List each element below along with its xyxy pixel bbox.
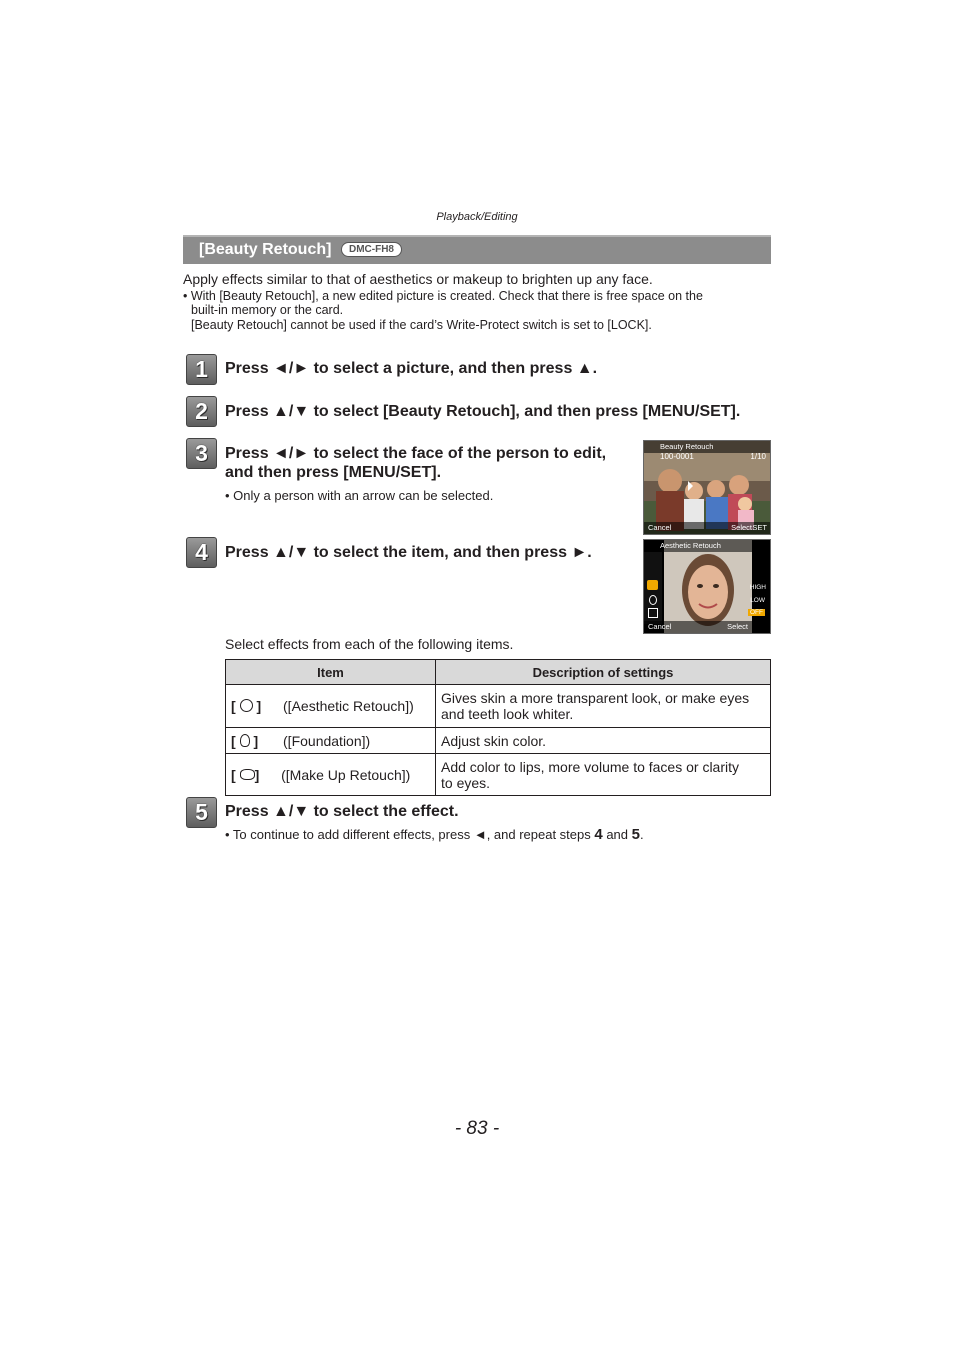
item-icon-column — [644, 552, 662, 624]
item-symbol: [ ] — [231, 698, 262, 714]
screen-title-bar — [644, 540, 770, 552]
makeup-icon — [240, 769, 255, 780]
makeup-icon — [648, 608, 658, 618]
intro-text: Apply effects similar to that of aesthetics or makeup to brighten up any face. — [183, 271, 653, 287]
section-header-label: Playback/Editing — [436, 211, 518, 223]
step-5-bullet: • To continue to add different effects, press ◄, and repeat steps 4 and 5. — [225, 826, 644, 843]
table-cell-item — [226, 754, 436, 796]
table-header-row — [226, 660, 771, 685]
page-number: - 83 - — [454, 1118, 500, 1139]
image-count: 1/10 — [750, 452, 766, 461]
description-line: Gives skin a more transparent look, or make eyes — [441, 690, 750, 706]
screen-bottom-bar — [644, 522, 770, 534]
step-number-4: 4 — [186, 537, 217, 568]
foundation-icon — [649, 595, 657, 605]
table-header-description: Description of settings — [436, 660, 771, 685]
camera-screen-beauty-retouch — [643, 440, 771, 535]
step-3-text-line2: and then press [MENU/SET]. — [225, 464, 442, 481]
table-row — [226, 685, 771, 728]
level-off: OFF — [750, 609, 763, 616]
foundation-icon — [240, 734, 250, 747]
table-cell-item — [226, 728, 436, 754]
note-line: [Beauty Retouch] cannot be used if the card’s Write-Protect switch is set to [LOCK]. — [191, 318, 652, 332]
screen-bottom-bar — [644, 621, 770, 633]
camera-screen-aesthetic-retouch — [643, 539, 771, 634]
table-row — [226, 754, 771, 796]
item-name: ([Foundation]) — [283, 732, 371, 749]
cancel-label: Cancel — [648, 523, 672, 532]
screen-title: Beauty Retouch — [660, 442, 714, 451]
item-name: ([Make Up Retouch]) — [281, 766, 411, 783]
step-1-text: Press ◄/► to select a picture, and then press ▲. — [225, 360, 598, 377]
table-cell-item — [226, 685, 436, 728]
item-symbol: [ ] — [231, 766, 260, 783]
step-5-text: Press ▲/▼ to select the effect. — [225, 803, 459, 820]
file-number: 100-0001 — [660, 452, 694, 461]
level-low: LOW — [750, 597, 765, 604]
step-3-bullet: • Only a person with an arrow can be selected. — [225, 488, 494, 503]
description-line: and teeth look whiter. — [441, 706, 574, 722]
description-line: to eyes. — [441, 774, 491, 791]
table-row — [226, 728, 771, 754]
step-number-2: 2 — [186, 396, 217, 427]
step-2-text: Press ▲/▼ to select [Beauty Retouch], and then press [MENU/SET]. — [225, 403, 741, 420]
table-cell-description — [436, 754, 771, 796]
settings-table — [225, 659, 771, 796]
aesthetic-face-icon — [240, 699, 253, 712]
step-3-text-line1: Press ◄/► to select the face of the person to edit, — [225, 445, 607, 462]
step-number-3: 3 — [186, 438, 217, 469]
set-label: SET — [752, 523, 767, 532]
step-number-1: 1 — [186, 354, 217, 385]
level-high: HIGH — [749, 584, 766, 591]
cancel-label: Cancel — [648, 622, 672, 631]
description-line: Add color to lips, more volume to faces or clarity — [441, 758, 740, 775]
select-label: Select — [731, 523, 752, 532]
screen-title: Aesthetic Retouch — [660, 541, 721, 550]
description-line: Adjust skin color. — [441, 732, 547, 749]
model-badge: DMC-FH8 — [341, 242, 402, 257]
note-line: built-in memory or the card. — [191, 303, 344, 317]
table-cell-description — [436, 728, 771, 754]
item-symbol: [ ] — [231, 732, 259, 749]
step-number-5: 5 — [186, 797, 217, 828]
item-name: ([Aesthetic Retouch]) — [283, 698, 414, 714]
aesthetic-face-icon — [647, 580, 658, 590]
section-title-bar — [183, 235, 771, 264]
table-intro: Select effects from each of the following items. — [225, 636, 514, 652]
note-line: • With [Beauty Retouch], a new edited picture is created. Check that there is free space on the — [183, 289, 703, 303]
select-label: Select — [727, 622, 748, 631]
section-title: [Beauty Retouch] — [199, 241, 332, 258]
table-header-item: Item — [226, 660, 436, 685]
step-4-text: Press ▲/▼ to select the item, and then press ►. — [225, 544, 592, 561]
table-cell-description — [436, 685, 771, 728]
